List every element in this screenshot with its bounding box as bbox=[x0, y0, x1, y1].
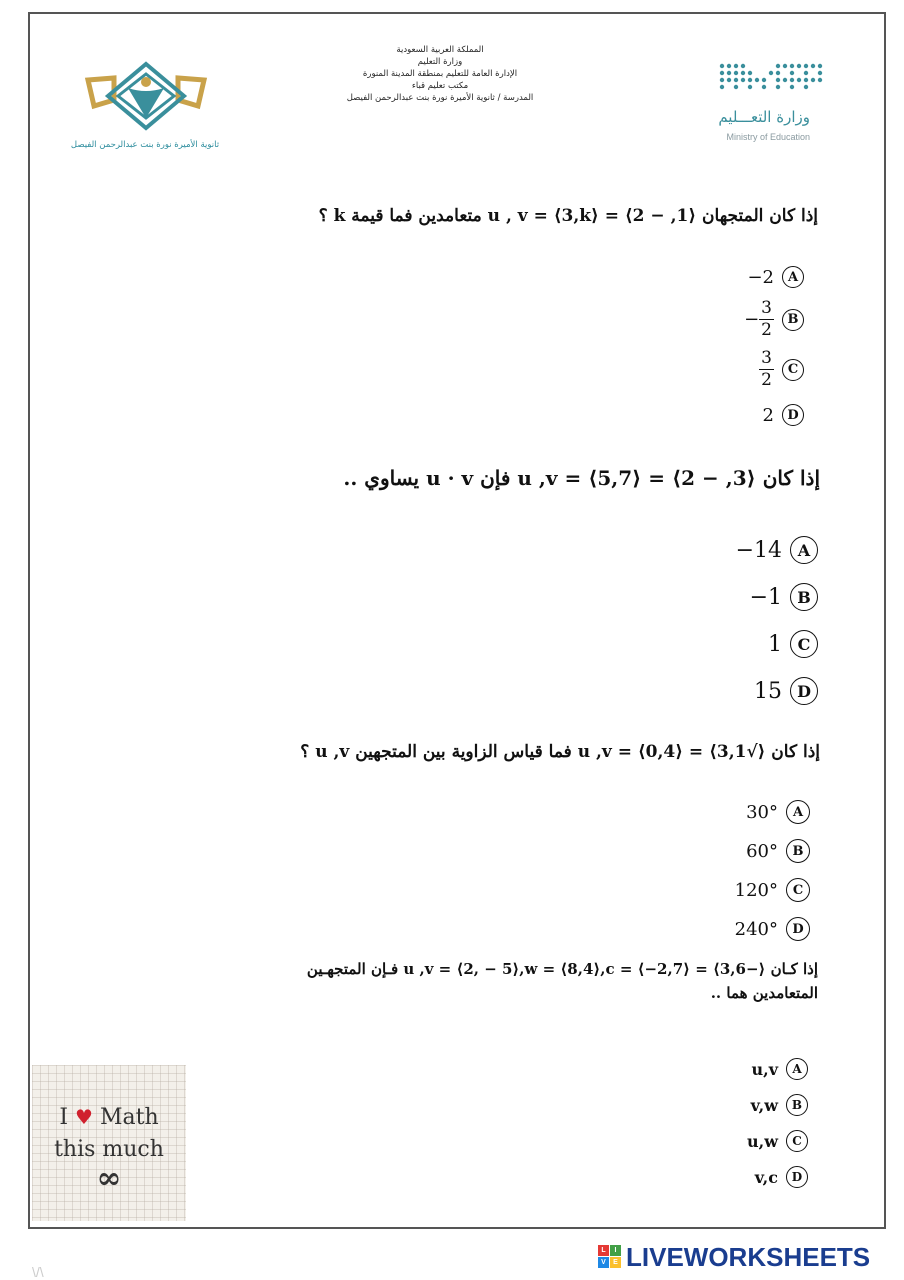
question-4-option-a[interactable] bbox=[752, 1058, 809, 1080]
question-3-option-c[interactable] bbox=[735, 878, 810, 902]
fraction-denominator: 2 bbox=[761, 370, 772, 390]
option-letter-b[interactable]: B bbox=[786, 1094, 808, 1116]
question-3-options bbox=[610, 800, 810, 945]
fraction-sign: − bbox=[744, 309, 760, 330]
question-2 bbox=[343, 466, 820, 490]
question-2-text: إذا كان ⟨3, − 2⟩ = u ,v = ⟨5,7⟩ فإن u · v يساوي .. bbox=[343, 466, 820, 490]
question-3-text: إذا كان ⟨√3,1⟩ = u ,v = ⟨0,4⟩ فما قياس الزاوية بين المتجهين u ,v ؟ bbox=[300, 742, 820, 762]
question-4-text: إذا كـان ⟨−3,6⟩ = u ,v = ⟨2, − 5⟩,w = ⟨8,4⟩,c = ⟨−2,7⟩ فـإن المتجهـين bbox=[306, 960, 818, 978]
liveworksheets-brand[interactable] bbox=[598, 1240, 870, 1274]
infinity-symbol: ∞ bbox=[96, 1161, 122, 1196]
option-value: −14 bbox=[735, 537, 782, 563]
fraction-denominator: 2 bbox=[761, 320, 772, 340]
option-letter-a[interactable]: A bbox=[790, 536, 818, 564]
option-letter-a[interactable]: A bbox=[782, 266, 804, 288]
question-1-text: إذا كان المتجهان ⟨1, − 2⟩ = u , v = ⟨3,k⟩ متعامدين فما قيمة k ؟ bbox=[318, 206, 818, 226]
option-value bbox=[759, 350, 774, 389]
question-4-option-b[interactable] bbox=[751, 1094, 808, 1116]
question-3-option-d[interactable] bbox=[735, 917, 810, 941]
option-letter-c[interactable]: C bbox=[786, 1130, 808, 1152]
school-emblem-icon bbox=[84, 60, 208, 136]
option-value: 15 bbox=[754, 678, 782, 704]
question-4-options bbox=[608, 1058, 808, 1198]
option-letter-b[interactable]: B bbox=[786, 839, 810, 863]
option-letter-d[interactable]: D bbox=[786, 1166, 808, 1188]
question-3-option-a[interactable] bbox=[746, 800, 810, 824]
option-value: 120° bbox=[734, 879, 778, 901]
school-logo bbox=[50, 60, 240, 160]
option-letter-a[interactable]: A bbox=[786, 1058, 808, 1080]
question-1-option-a[interactable] bbox=[747, 266, 804, 288]
question-2-option-c[interactable] bbox=[768, 630, 818, 658]
i-love-math-sticker bbox=[32, 1065, 186, 1221]
option-letter-c[interactable]: C bbox=[786, 878, 810, 902]
question-4-text-line2: المتعامدين هما .. bbox=[710, 984, 818, 1002]
question-2-option-a[interactable] bbox=[736, 536, 818, 564]
question-1-option-c[interactable] bbox=[759, 350, 804, 389]
header-line-admin: الإدارة العامة للتعليم بمنطقة المدينة المنورة bbox=[362, 69, 518, 79]
option-value: 60° bbox=[746, 840, 778, 862]
question-4-option-c[interactable] bbox=[747, 1130, 808, 1152]
header-line-office: مكتب تعليم قباء bbox=[411, 81, 469, 91]
ministry-logo bbox=[656, 62, 836, 152]
ministry-name-arabic: وزارة التعـــليم bbox=[718, 108, 810, 126]
header-info bbox=[300, 44, 580, 104]
header-line-school: المدرسة / ثانوية الأميرة نورة بنت عبدالرحمن الفيصل bbox=[346, 93, 534, 103]
option-value: u,w bbox=[747, 1131, 778, 1151]
ministry-dots-icon bbox=[718, 62, 836, 102]
fraction bbox=[759, 300, 774, 339]
option-value: 2 bbox=[762, 404, 774, 426]
sticker-line-2: this much bbox=[54, 1137, 164, 1162]
heart-icon: ♥ bbox=[75, 1105, 93, 1129]
fraction bbox=[759, 350, 774, 389]
page-mark: \/\ bbox=[32, 1264, 44, 1280]
sticker-i: I bbox=[59, 1105, 69, 1130]
question-3-option-b[interactable] bbox=[746, 839, 810, 863]
option-value bbox=[744, 300, 774, 339]
brand-name: LIVEWORKSHEETS bbox=[626, 1241, 871, 1272]
option-value: −2 bbox=[747, 266, 774, 288]
question-2-options bbox=[618, 536, 818, 716]
header-line-ministry: وزارة التعليم bbox=[417, 57, 463, 67]
liveworksheets-logo-icon: L I V E bbox=[598, 1245, 622, 1269]
option-letter-d[interactable]: D bbox=[786, 917, 810, 941]
option-value: 30° bbox=[746, 801, 778, 823]
option-value: 240° bbox=[734, 918, 778, 940]
fraction-numerator: 3 bbox=[761, 298, 772, 318]
fraction-numerator: 3 bbox=[761, 348, 772, 368]
option-letter-b[interactable]: B bbox=[782, 309, 804, 331]
question-1-options bbox=[604, 262, 804, 432]
question-4 bbox=[307, 960, 818, 1002]
question-1 bbox=[319, 206, 818, 226]
ministry-name-english: Ministry of Education bbox=[726, 132, 810, 142]
header-line-country: المملكة العربية السعودية bbox=[396, 45, 484, 55]
option-letter-c[interactable]: C bbox=[782, 359, 804, 381]
question-1-option-b[interactable] bbox=[744, 300, 804, 339]
school-logo-name: ثانوية الأميرة نورة بنت عبدالرحمن الفيصل bbox=[70, 140, 220, 150]
question-1-option-d[interactable] bbox=[763, 404, 804, 426]
question-4-option-d[interactable] bbox=[755, 1166, 808, 1188]
option-letter-c[interactable]: C bbox=[790, 630, 818, 658]
sticker-math: Math bbox=[99, 1105, 159, 1130]
question-3 bbox=[300, 742, 820, 762]
option-letter-d[interactable]: D bbox=[782, 404, 804, 426]
option-letter-b[interactable]: B bbox=[790, 583, 818, 611]
question-2-option-b[interactable] bbox=[750, 583, 818, 611]
question-2-option-d[interactable] bbox=[754, 677, 818, 705]
option-value: u,v bbox=[751, 1059, 778, 1079]
option-value: −1 bbox=[749, 584, 782, 610]
option-letter-d[interactable]: D bbox=[790, 677, 818, 705]
option-value: 1 bbox=[768, 631, 782, 657]
option-value: v,w bbox=[750, 1095, 778, 1115]
option-value: v,c bbox=[754, 1167, 778, 1187]
option-letter-a[interactable]: A bbox=[786, 800, 810, 824]
sticker-line-1 bbox=[32, 1105, 186, 1130]
